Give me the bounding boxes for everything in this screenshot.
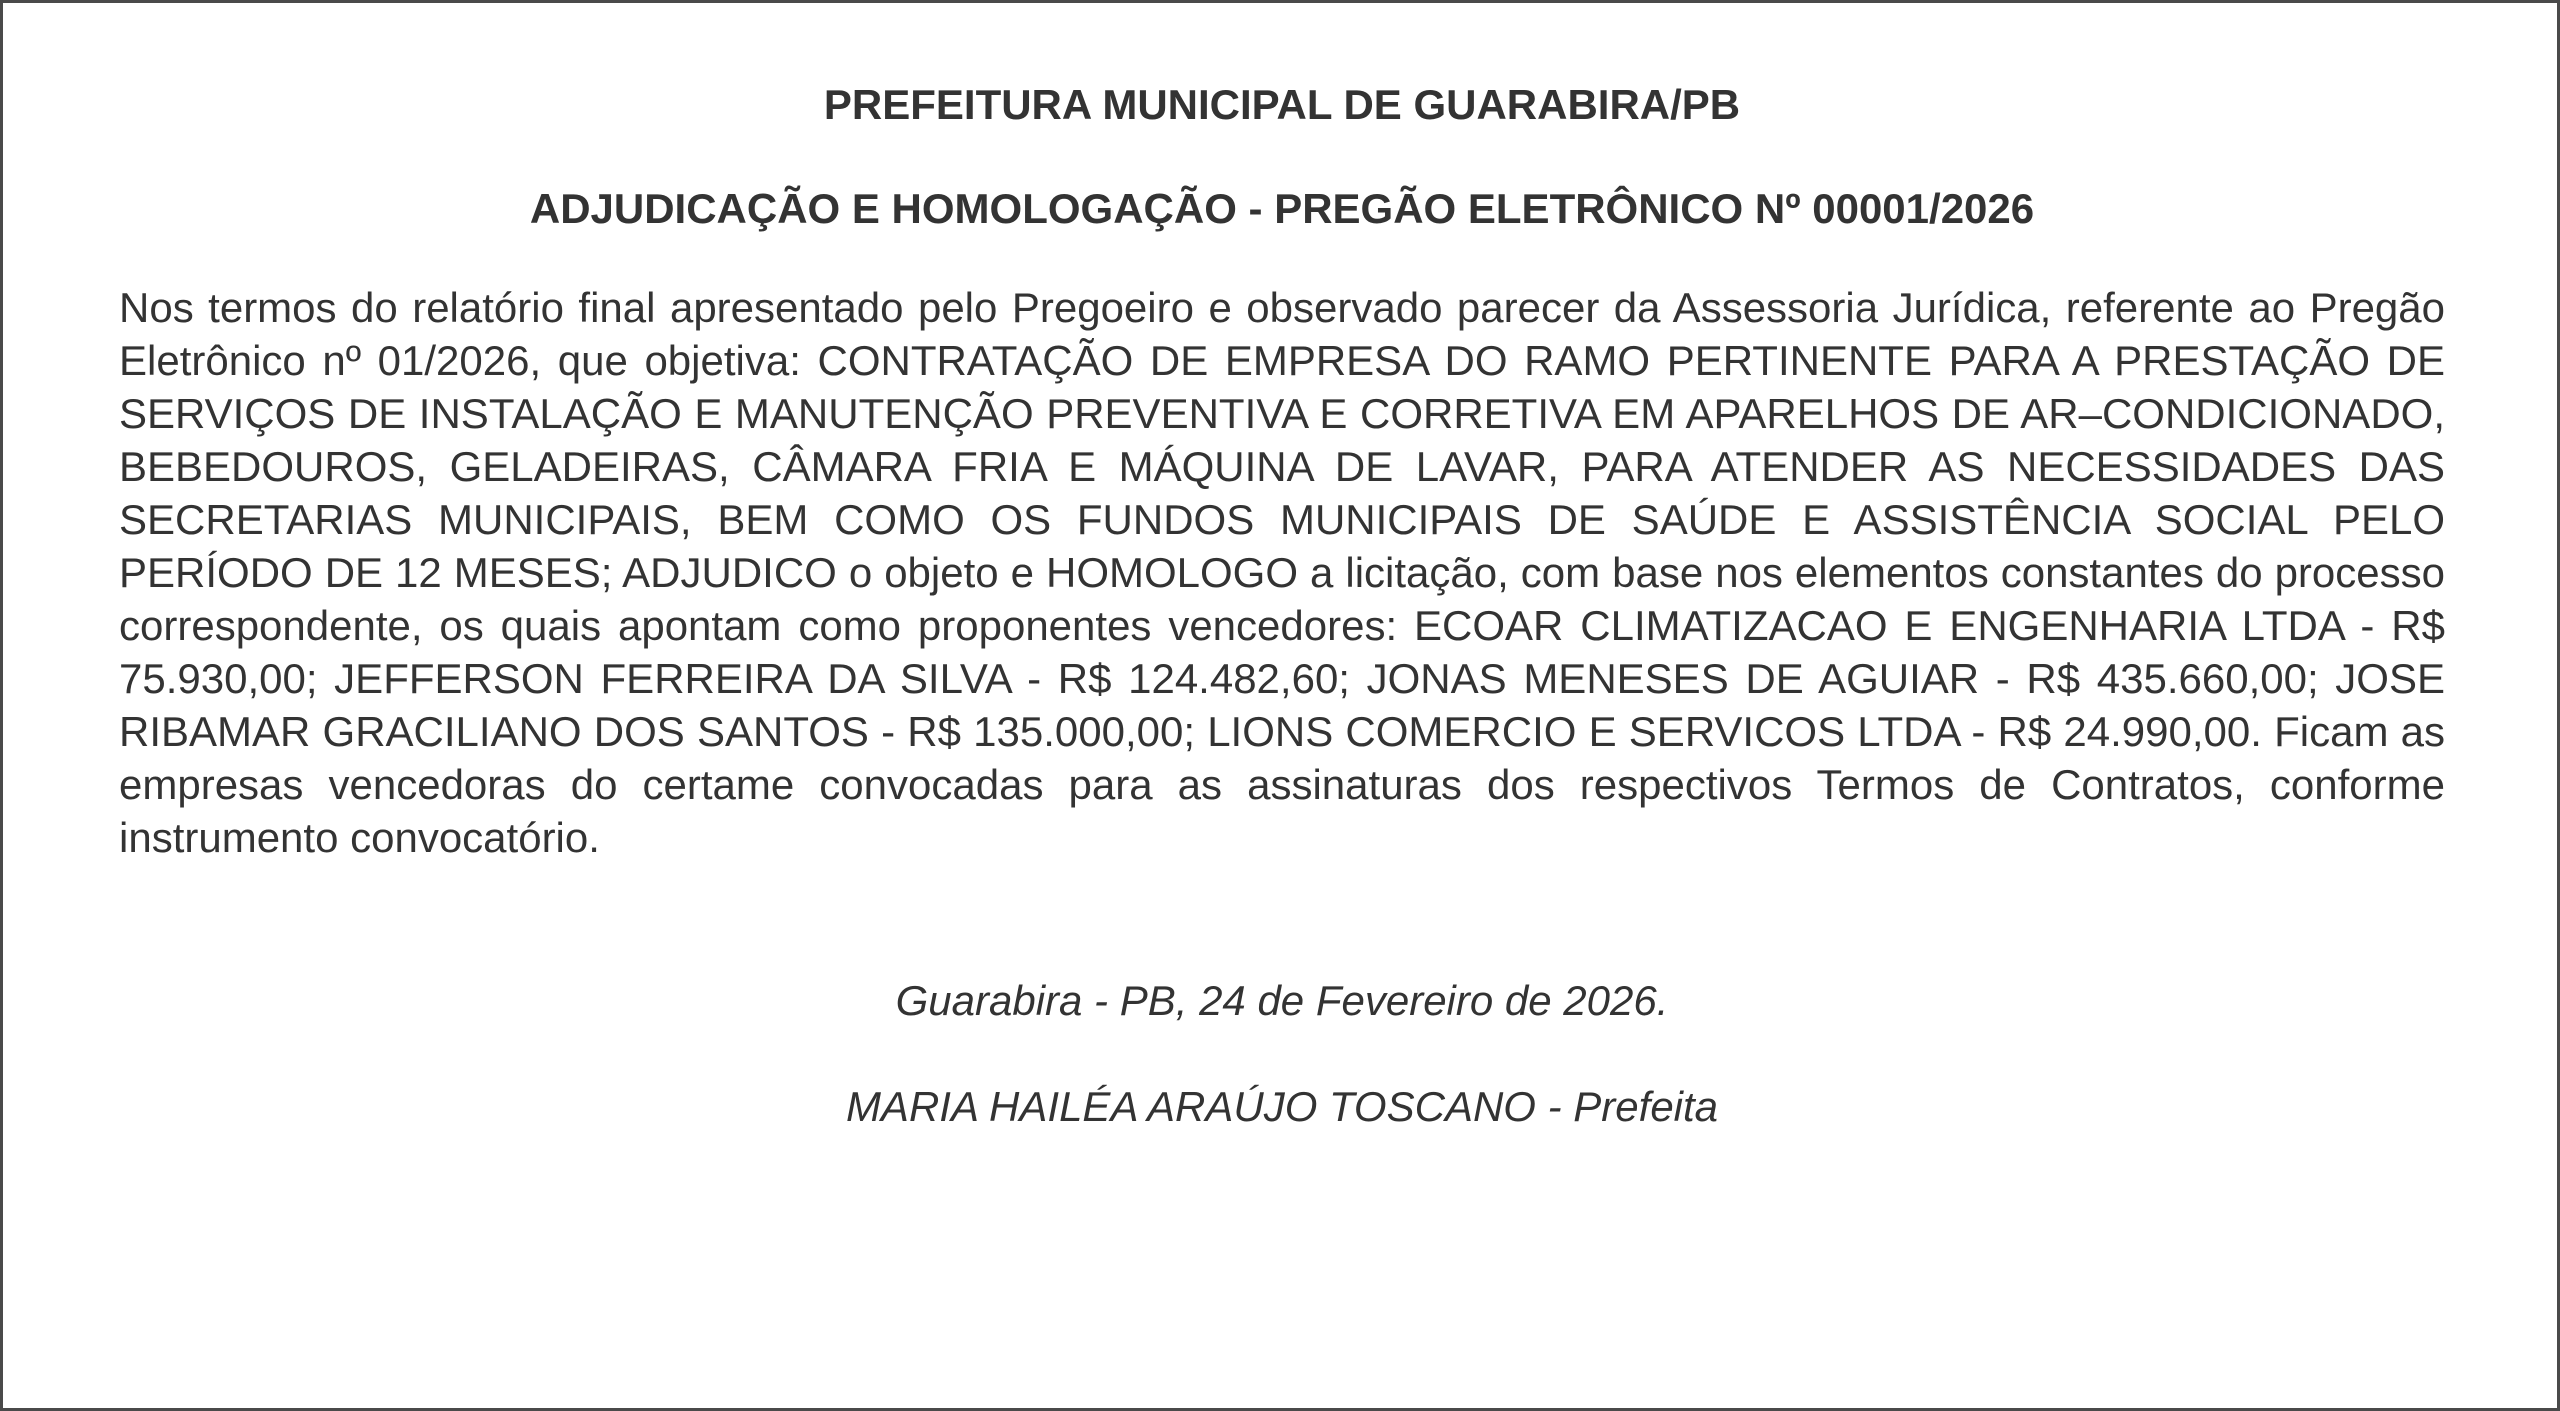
notice-content: [119, 79, 2445, 1133]
place-date-line: Guarabira - PB, 24 de Fevereiro de 2026.: [895, 977, 1669, 1024]
notice-title: ADJUDICAÇÃO E HOMOLOGAÇÃO - PREGÃO ELETRÔNICO Nº 00001/2026: [529, 185, 2035, 232]
signatory-line: MARIA HAILÉA ARAÚJO TOSCANO - Prefeita: [845, 1083, 1719, 1130]
issuer-heading: PREFEITURA MUNICIPAL DE GUARABIRA/PB: [823, 81, 1741, 128]
notice-body-text: Nos termos do relatório final apresentado pelo Pregoeiro e observado parecer da Assessoria Jurídica, referente ao Pregão Eletrônico nº 01/2026, que objetiva: CONTRATAÇÃO DE EMPRESA DO RAMO PERTINENTE PARA A PRESTAÇÃO DE SERVIÇOS DE INSTALAÇÃO E MANUTENÇÃO PREVENTIVA E CORRETIVA EM APARELHOS DE AR–CONDICIONADO, BEBEDOUROS, GELADEIRAS, CÂMARA FRIA E MÁQUINA DE LAVAR, PARA ATENDER AS NECESSIDADES DAS SECRETARIAS MUNICIPAIS, BEM COMO OS FUNDOS MUNICIPAIS DE SAÚDE E ASSISTÊNCIA SOCIAL PELO PERÍODO DE 12 MESES; ADJUDICO o objeto e HOMOLOGO a licitação, com base nos elementos constantes do processo correspondente, os quais apontam como proponentes vencedores: ECOAR CLIMATIZACAO E ENGENHARIA LTDA - R$ 75.930,00; JEFFERSON FERREIRA DA SILVA - R$ 124.482,60; JONAS MENESES DE AGUIAR - R$ 435.660,00; JOSE RIBAMAR GRACILIANO DOS SANTOS - R$ 135.000,00; LIONS COMERCIO E SERVICOS LTDA - R$ 24.990,00. Ficam as empresas vencedoras do certame convocadas para as assinaturas dos respectivos Termos de Contratos, conforme instrumento convocatório.: [119, 284, 2445, 861]
